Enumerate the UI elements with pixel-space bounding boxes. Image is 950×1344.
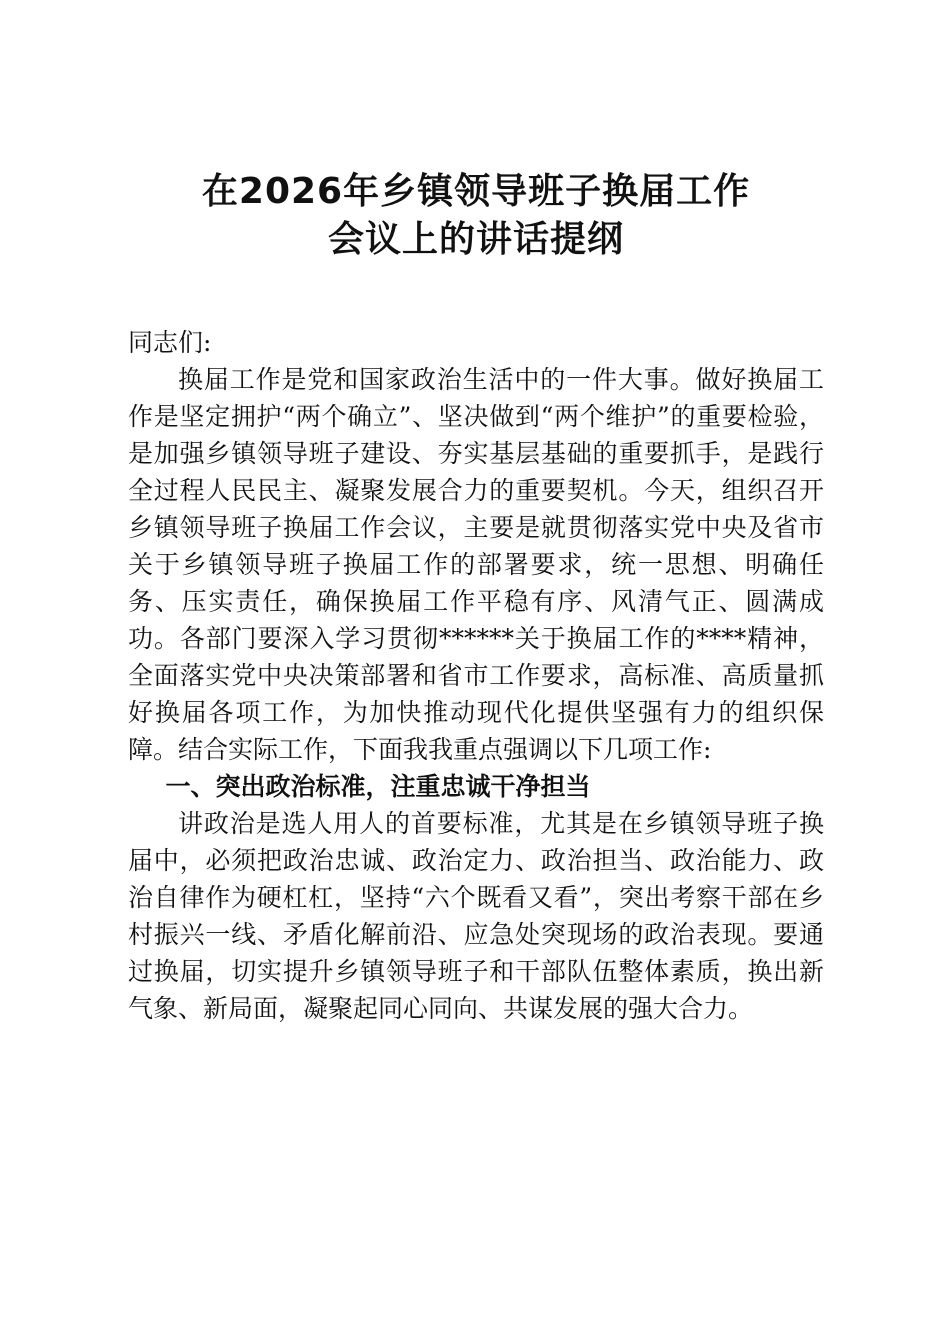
salutation: 同志们:: [128, 328, 212, 357]
paragraph-section-1: 讲政治是选人用人的首要标准，尤其是在乡镇领导班子换届中，必须把政治忠诚、政治定力、政治担当、政治能力、政治自律作为硬杠杠，坚持“六个既看又看”，突出考察干部在乡村振兴一线、矛盾化解前沿、应急处突现场的政治表现。要通过换届，切实提升乡镇领导班子和干部队伍整体素质，换出新气象、新局面，凝聚起同心同向、共谋发展的强大合力。: [128, 809, 824, 1023]
title-line-1: 在2026年乡镇领导班子换届工作: [201, 171, 751, 212]
section-heading-1: 一、突出政治标准，注重忠诚干净担当: [165, 772, 591, 801]
document-page: [128, 168, 824, 1027]
document-title: [128, 168, 824, 264]
title-line-2: 会议上的讲话提纲: [327, 219, 624, 260]
paragraph-intro: 换届工作是党和国家政治生活中的一件大事。做好换届工作是坚定拥护“两个确立”、坚决做到“两个维护”的重要检验，是加强乡镇领导班子建设、夯实基层基础的重要抓手，是践行全过程人民民主、凝聚发展合力的重要契机。今天，组织召开乡镇领导班子换届工作会议，主要是就贯彻落实党中央及省市关于乡镇领导班子换届工作的部署要求，统一思想、明确任务、压实责任，确保换届工作平稳有序、风清气正、圆满成功。各部门要深入学习贯彻******关于换届工作的****精神，全面落实党中央决策部署和省市工作要求，高标准、高质量抓好换届各项工作，为加快推动现代化提供坚强有力的组织保障。结合实际工作，下面我我重点强调以下几项工作:: [128, 365, 824, 764]
